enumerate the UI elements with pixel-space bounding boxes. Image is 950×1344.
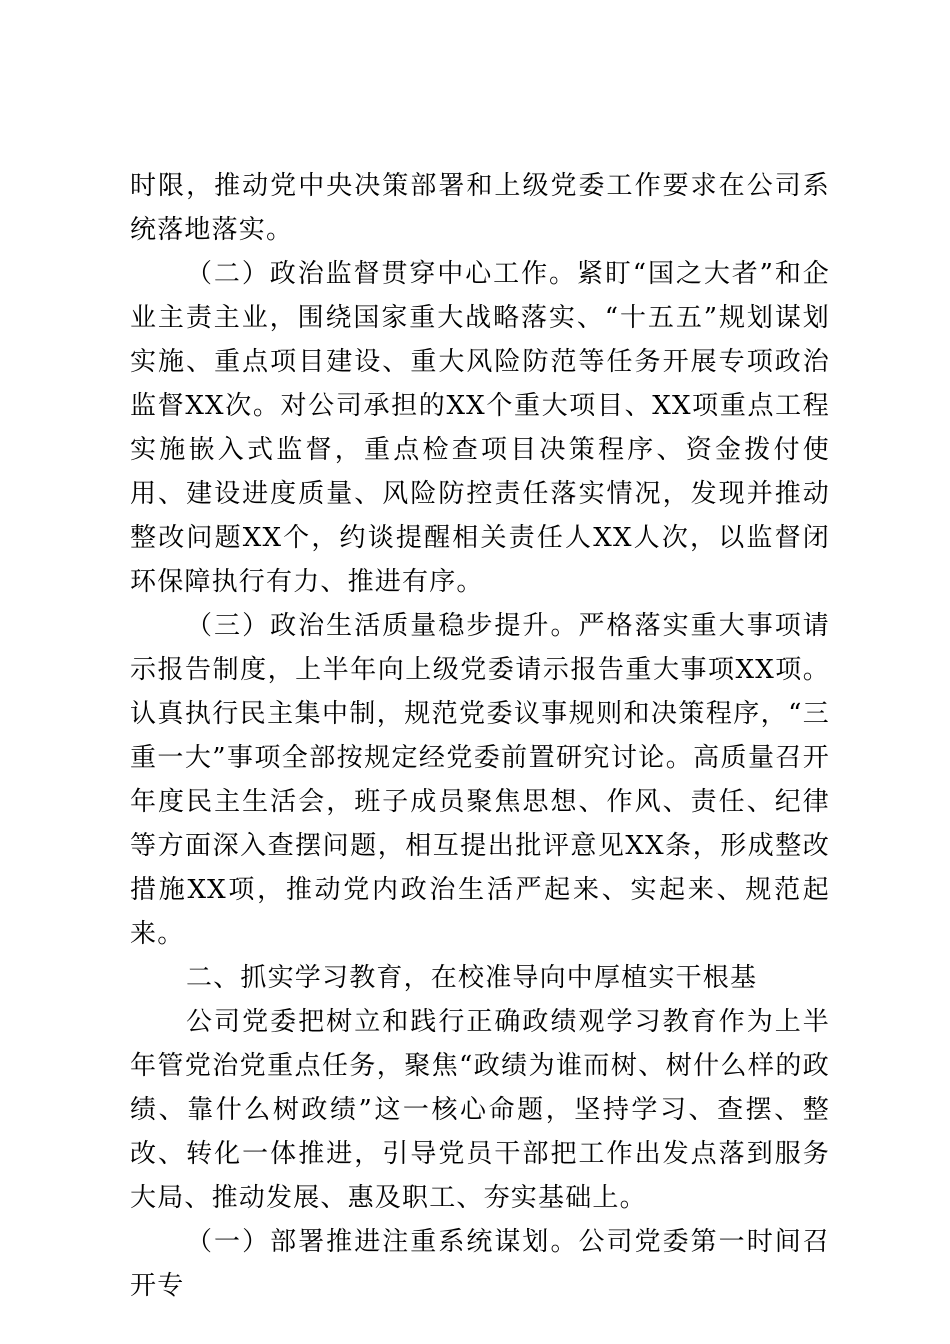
section-heading-study-education: 二、抓实学习教育，在校准导向中厚植实干根基 bbox=[186, 963, 758, 993]
paragraph-continuation: 时限，推动党中央决策部署和上级党委工作要求在公司系统落地落实。 bbox=[130, 171, 830, 245]
paragraph-political-life: （三）政治生活质量稳步提升。严格落实重大事项请示报告制度，上半年向上级党委请示报告重大事项XX项。认真执行民主集中制，规范党委议事规则和决策程序，“三重一大”事项全部按规定经党委前置研究讨论。高质量召开年度民主生活会，班子成员聚焦思想、作风、责任、纪律等方面深入查摆问题，相互提出批评意见XX条，形成整改措施XX项，推动党内政治生活严起来、实起来、规范起来。 bbox=[130, 611, 830, 949]
paragraph-political-supervision: （二）政治监督贯穿中心工作。紧盯“国之大者”和企业主责主业，围绕国家重大战略落实、“十五五”规划谋划实施、重点项目建设、重大风险防范等任务开展专项政治监督XX次。对公司承担的XX个重大项目、XX项重点工程实施嵌入式监督，重点检查项目决策程序、资金拨付使用、建设进度质量、风险防控责任落实情况，发现并推动整改问题XX个，约谈提醒相关责任人XX人次，以监督闭环保障执行有力、推进有序。 bbox=[130, 259, 830, 597]
paragraph-deployment: （一）部署推进注重系统谋划。公司党委第一时间召开专 bbox=[130, 1227, 830, 1301]
paragraph-study-education-intro: 公司党委把树立和践行正确政绩观学习教育作为上半年管党治党重点任务，聚焦“政绩为谁而树、树什么样的政绩、靠什么树政绩”这一核心命题，坚持学习、查摆、整改、转化一体推进，引导党员干部把工作出发点落到服务大局、推动发展、惠及职工、夯实基础上。 bbox=[130, 1007, 830, 1213]
document-body bbox=[130, 164, 830, 1308]
